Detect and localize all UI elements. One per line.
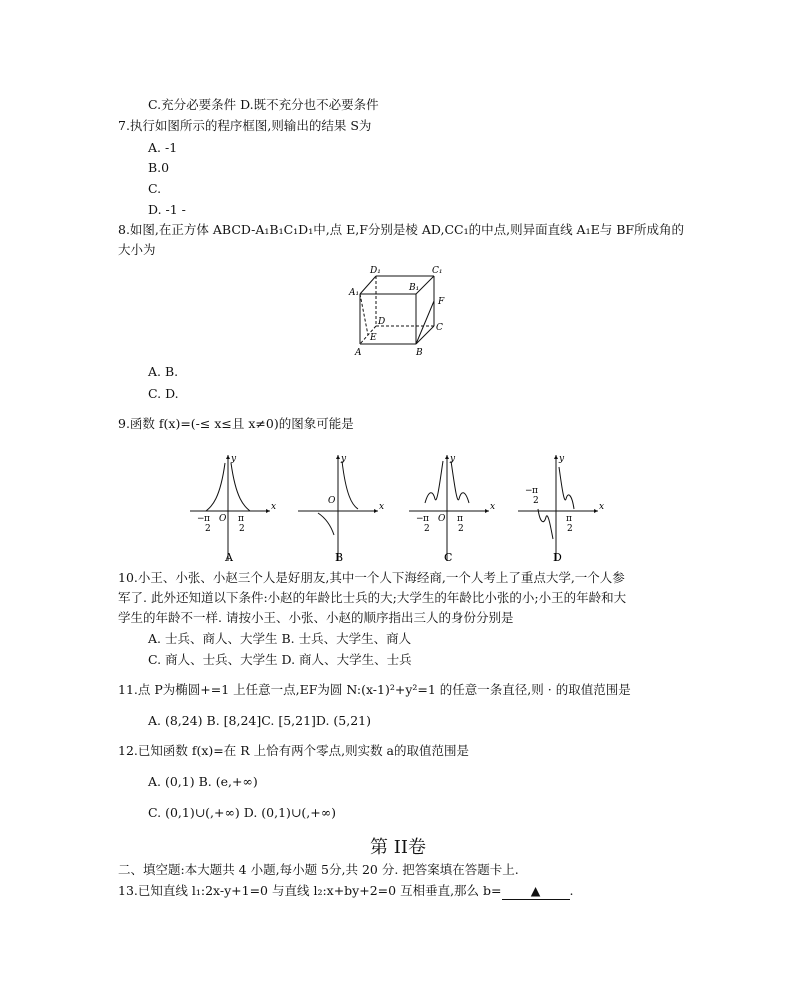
axis-x: x — [271, 502, 277, 512]
question-10-cont1: 军了. 此外还知道以下条件:小赵的年龄比士兵的大;大学生的年龄比小张的小;小王的年龄和大 — [118, 590, 627, 605]
minus: − — [416, 514, 424, 524]
question-9: 9.函数 f(x)=(-≤ x≤且 x≠0)的图象可能是 — [118, 416, 354, 431]
axis-x: x — [490, 502, 496, 512]
label-c: C — [436, 323, 443, 333]
q10-options-ab: A. 士兵、商人、大学生 B. 士兵、大学生、商人 — [148, 631, 412, 646]
graph-a — [188, 451, 284, 566]
option-c: C. — [148, 181, 162, 196]
question-11: 11.点 P为椭圆+=1 上任意一点,EF为圆 N:(x-1)²+y²=1 的任意一条直径,则 · 的取值范围是 — [118, 682, 631, 697]
label-a1: A₁ — [349, 288, 360, 298]
graph-d — [516, 451, 612, 566]
question-13 — [118, 883, 573, 900]
axis-y: y — [559, 454, 565, 464]
q8-options-ab: A. B. — [148, 364, 179, 379]
neg-tick-den: 2 — [424, 524, 430, 534]
axis-x: x — [599, 502, 605, 512]
option-line: C.充分必要条件 D.既不充分也不必要条件 — [148, 97, 379, 112]
question-13-end: . — [569, 883, 574, 898]
cube-figure — [346, 262, 461, 360]
origin: O — [328, 496, 336, 506]
neg-tick: π — [532, 486, 538, 496]
label-b1: B₁ — [409, 283, 420, 293]
question-10: 10.小王、小张、小赵三个人是好朋友,其中一个人下海经商,一个人考上了重点大学,一个人参 — [118, 570, 625, 585]
option-a: A. -1 — [148, 140, 178, 155]
question-8: 8.如图,在正方体 ABCD-A₁B₁C₁D₁中,点 E,F分别是棱 AD,CC₁的中点,则异面直线 A₁E与 BF所成角的 — [118, 222, 685, 237]
pos-tick-den: 2 — [239, 524, 245, 534]
graph-label-d: D — [553, 551, 562, 564]
origin: O — [438, 514, 446, 524]
origin: O — [219, 514, 227, 524]
question-12: 12.已知函数 f(x)=在 R 上恰有两个零点,则实数 a的取值范围是 — [118, 743, 470, 758]
q10-options-cd: C. 商人、士兵、大学生 D. 商人、大学生、士兵 — [148, 652, 412, 667]
minus: − — [525, 486, 533, 496]
option-d: D. -1 - — [148, 202, 186, 217]
section-heading: 第 II卷 — [370, 837, 426, 858]
graph-label-c: C — [444, 551, 453, 564]
question-7: 7.执行如图所示的程序框图,则输出的结果 S为 — [118, 118, 372, 133]
graph-label-b: B — [335, 551, 344, 564]
label-c1: C₁ — [432, 266, 443, 276]
minus: − — [197, 514, 205, 524]
graph-b — [296, 451, 392, 566]
pos-tick: π — [238, 514, 244, 524]
question-10-cont2: 学生的年龄不一样. 请按小王、小张、小赵的顺序指出三人的身份分别是 — [118, 610, 514, 625]
q8-options-cd: C. D. — [148, 386, 179, 401]
pos-tick: π — [457, 514, 463, 524]
label-e: E — [370, 333, 377, 343]
pos-tick-den: 2 — [458, 524, 464, 534]
label-d: D — [378, 317, 386, 327]
neg-tick: π — [423, 514, 429, 524]
neg-tick-den: 2 — [533, 496, 539, 506]
question-13-text: 13.已知直线 l₁:2x-y+1=0 与直线 l₂:x+by+2=0 互相垂直,那么 b= — [118, 883, 502, 898]
q11-options: A. (8,24) B. [8,24]C. [5,21]D. (5,21) — [148, 713, 372, 728]
question-8-cont: 大小为 — [118, 242, 156, 257]
option-b: B.0 — [148, 160, 170, 175]
axis-x: x — [379, 502, 385, 512]
axis-y: y — [450, 454, 456, 464]
q12-options-ab: A. (0,1) B. (e,+∞) — [148, 774, 258, 789]
axis-y: y — [231, 454, 237, 464]
label-d1: D₁ — [370, 266, 381, 276]
neg-tick: π — [204, 514, 210, 524]
axis-y: y — [341, 454, 347, 464]
pos-tick-den: 2 — [567, 524, 573, 534]
part-two-instructions: 二、填空题:本大题共 4 小题,每小题 5分,共 20 分. 把答案填在答题卡上. — [118, 862, 519, 877]
label-f: F — [438, 297, 445, 307]
graph-label-a: A — [225, 551, 233, 564]
label-a: A — [355, 348, 362, 358]
q12-options-cd: C. (0,1)∪(,+∞) D. (0,1)∪(,+∞) — [148, 805, 337, 820]
label-b: B — [416, 348, 423, 358]
graph-c — [407, 451, 503, 566]
neg-tick-den: 2 — [205, 524, 211, 534]
answer-blank: ▲ — [502, 883, 570, 900]
pos-tick: π — [566, 514, 572, 524]
